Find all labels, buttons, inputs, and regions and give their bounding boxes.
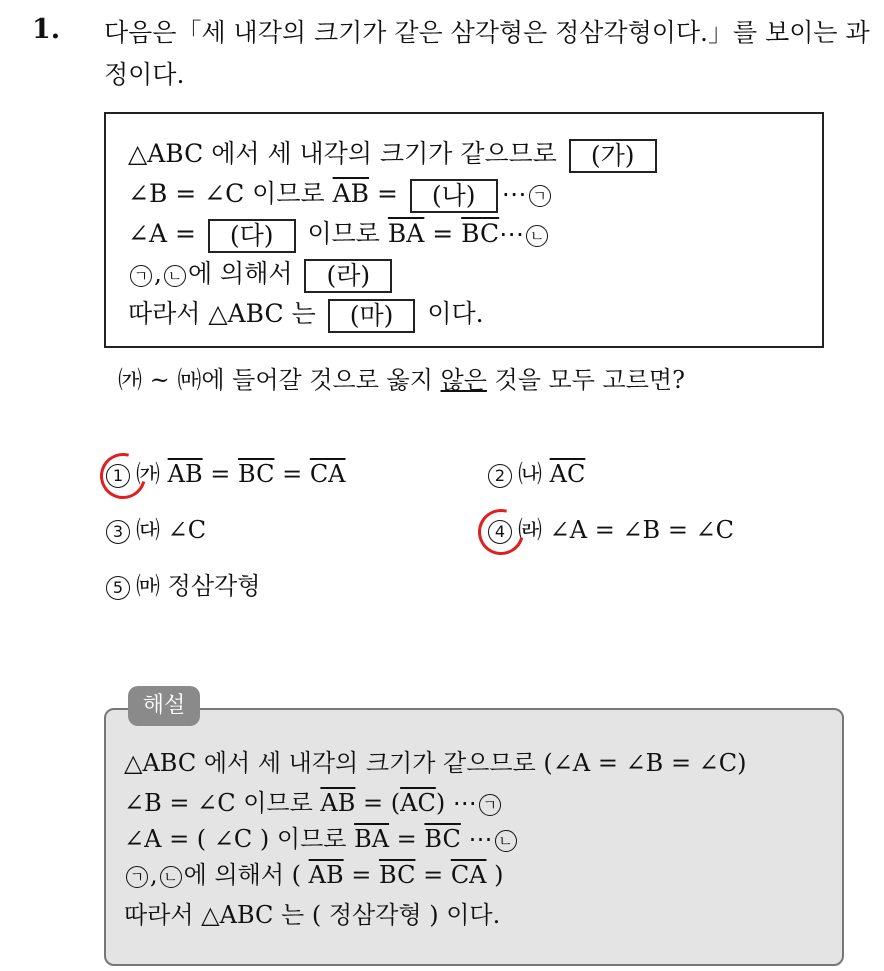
comma: , xyxy=(154,259,162,288)
segment-ab: $\overline{AB}$ xyxy=(320,789,356,817)
circled-nieun: ㄴ xyxy=(160,866,182,888)
solution-line-2 xyxy=(124,786,503,820)
circled-nieun: ㄴ xyxy=(495,830,517,852)
choice-text: ∠A = ∠B = ∠C xyxy=(549,516,735,544)
proof-line-1 xyxy=(128,136,661,173)
proof-box xyxy=(104,112,824,348)
solution-text: = xyxy=(389,825,425,853)
proof-line-1-text: △ABC 에서 세 내각의 크기가 같으므로 xyxy=(128,139,557,168)
segment-ba: $\overline{BA}$ xyxy=(387,219,425,248)
equals-sign: = xyxy=(274,460,310,488)
prompt-underlined: 않은 xyxy=(440,366,487,394)
prompt-text-end: 것을 모두 고르면? xyxy=(486,366,685,394)
comma: , xyxy=(150,861,158,889)
proof-line-3-text: ∠A = xyxy=(128,219,196,248)
solution-text: 에 의해서 ( xyxy=(183,861,309,889)
red-circle-mark-choice-1 xyxy=(92,445,155,508)
choice-label: ㈒ xyxy=(136,572,160,600)
equals-sign: = xyxy=(424,219,462,248)
solution-text: ) xyxy=(486,861,504,889)
proof-line-4-text: 에 의해서 xyxy=(187,259,293,288)
solution-box xyxy=(104,708,844,966)
question-number: 1. xyxy=(32,14,61,45)
choice-number: 4 xyxy=(488,520,512,544)
blank-da: (다) xyxy=(208,219,296,253)
blank-ma: (마) xyxy=(328,299,416,333)
question-stem: 다음은「세 내각의 크기가 같은 삼각형은 정삼각형이다.」를 보이는 과정이다. xyxy=(104,18,870,89)
question-prompt xyxy=(118,360,685,400)
proof-line-5-text: 따라서 △ABC 는 xyxy=(128,299,316,328)
choice-label: ㈐ xyxy=(136,516,160,544)
solution-text: ⋯ xyxy=(460,825,493,853)
solution-line-5: 따라서 △ABC 는 ( 정삼각형 ) 이다. xyxy=(124,901,501,929)
segment-ab: $\overline{AB}$ xyxy=(308,861,344,889)
solution-text: = ( xyxy=(355,789,401,817)
choice-number: 3 xyxy=(106,520,130,544)
equals-sign: = xyxy=(202,460,238,488)
equals-sign: = xyxy=(343,861,379,889)
blank-ga: (가) xyxy=(569,139,657,173)
segment-ba: $\overline{BA}$ xyxy=(354,825,390,853)
segment-ab: $\overline{AB}$ xyxy=(332,179,370,208)
proof-line-3 xyxy=(128,216,550,253)
circled-nieun: ㄴ xyxy=(164,265,186,287)
proof-line-2-text: ∠B = ∠C 이므로 xyxy=(128,179,333,208)
segment-ac: $\overline{AC}$ xyxy=(549,460,586,488)
choice-label: ㈏ xyxy=(518,460,542,488)
segment-ab: $\overline{AB}$ xyxy=(167,460,203,488)
equals-sign: = xyxy=(369,179,398,208)
circled-giyeok: ㄱ xyxy=(479,794,501,816)
segment-bc: $\overline{BC}$ xyxy=(461,219,500,248)
solution-text: ) ⋯ xyxy=(435,789,477,817)
choice-label: ㈎ xyxy=(136,460,160,488)
blank-ra: (라) xyxy=(304,259,392,293)
choice-text: ∠C xyxy=(167,516,207,544)
choice-3[interactable] xyxy=(106,512,206,548)
circled-giyeok: ㄱ xyxy=(126,866,148,888)
proof-line-5-post: 이다. xyxy=(427,299,484,328)
choice-5[interactable] xyxy=(106,568,260,604)
solution-text: ∠A = ( ∠C ) 이므로 xyxy=(124,825,355,853)
circled-nieun: ㄴ xyxy=(526,225,548,247)
choice-2[interactable] xyxy=(488,456,585,492)
solution-line-1: △ABC 에서 세 내각의 크기가 같으므로 (∠A = ∠B = ∠C) xyxy=(124,749,747,777)
proof-line-2 xyxy=(128,176,553,213)
segment-bc: $\overline{BC}$ xyxy=(237,460,275,488)
choice-number: 1 xyxy=(106,464,130,488)
choice-4[interactable] xyxy=(488,512,734,548)
ellipsis: ⋯ xyxy=(501,179,527,208)
proof-line-5 xyxy=(128,296,484,333)
proof-line-3-mid: 이므로 xyxy=(307,219,388,248)
segment-ca: $\overline{CA}$ xyxy=(309,460,346,488)
segment-bc: $\overline{BC}$ xyxy=(378,861,416,889)
circled-giyeok: ㄱ xyxy=(130,265,152,287)
segment-ac: $\overline{AC}$ xyxy=(400,789,436,817)
choice-text: 정삼각형 xyxy=(167,572,261,600)
red-circle-mark-choice-4 xyxy=(470,501,533,564)
choice-number: 2 xyxy=(488,464,512,488)
choice-label: ㈑ xyxy=(518,516,542,544)
blank-na: (나) xyxy=(410,179,498,213)
choice-number: 5 xyxy=(106,576,130,600)
solution-line-4 xyxy=(124,858,504,892)
segment-bc: $\overline{BC}$ xyxy=(424,825,461,853)
circled-giyeok: ㄱ xyxy=(529,185,551,207)
solution-text: ∠B = ∠C 이므로 xyxy=(124,789,321,817)
solution-tag: 해설 xyxy=(128,686,200,726)
proof-line-4 xyxy=(128,256,396,293)
solution-line-3 xyxy=(124,822,519,856)
equals-sign: = xyxy=(415,861,451,889)
segment-ca: $\overline{CA}$ xyxy=(450,861,487,889)
ellipsis: ⋯ xyxy=(499,219,525,248)
prompt-text: ㈎ ~ ㈒에 들어갈 것으로 옳지 xyxy=(118,366,441,394)
